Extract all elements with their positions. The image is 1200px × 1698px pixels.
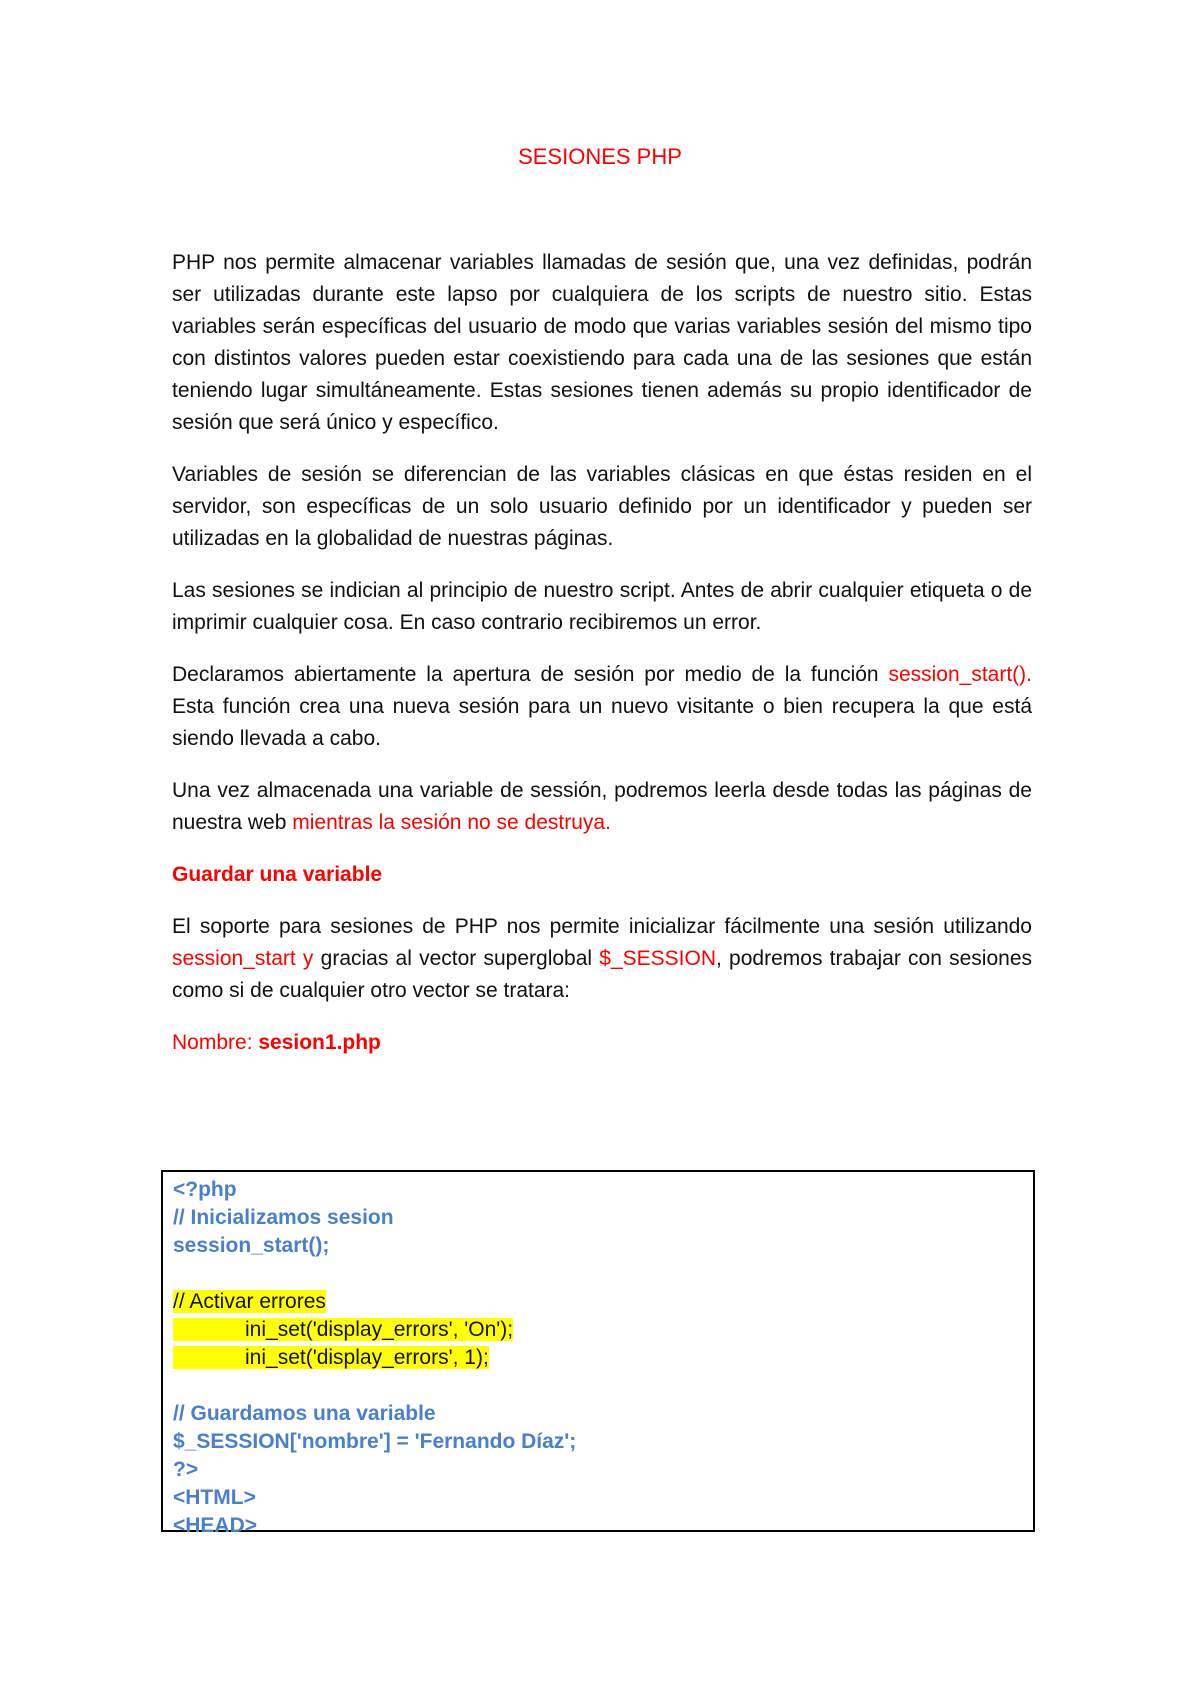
paragraph-intro: PHP nos permite almacenar variables llamadas de sesión que, una vez definidas, podrán ser utilizadas durante este lapso por cualquiera de los scripts de nuestro sitio. Estas variables serán específicas del usuario de modo que varias variables sesión del mismo tipo con distintos valores pueden estar coexistiendo para cada una de las sesiones que están teniendo lugar simultáneamente. Estas sesiones tienen además su propio identificador de sesión que será único y específico. [172, 251, 1032, 434]
session-start-function: session_start(). [888, 663, 1032, 686]
ini-set-on-text: ini_set('display_errors', 'On'); [245, 1318, 514, 1341]
document-body [172, 247, 1032, 1079]
code-line-blank [173, 1372, 1023, 1400]
code-line-ini-set-1 [173, 1344, 1023, 1372]
code-line-head-tag: <HEAD> [173, 1514, 258, 1537]
paragraph-declare [172, 659, 1032, 755]
paragraph-support-text-c: , podremos trabajar con sesiones como si de cualquier otro vector se tratara: [172, 947, 1033, 1002]
code-line-blank [173, 1260, 1023, 1288]
paragraph-support-text-b: gracias al vector superglobal [313, 947, 600, 970]
code-line-session-assign: $_SESSION['nombre'] = 'Fernando Díaz'; [173, 1430, 577, 1453]
code-block [161, 1170, 1035, 1537]
file-name-label: Nombre: [172, 1031, 259, 1054]
code-line-comment-errors [173, 1288, 1023, 1316]
code-line-comment-init: // Inicializamos sesion [173, 1206, 394, 1229]
file-name-line [172, 1027, 1032, 1059]
highlighted-comment-errors: // Activar errores [173, 1290, 326, 1313]
section-heading: Guardar una variable [172, 863, 383, 886]
file-name-value: sesion1.php [258, 1031, 381, 1054]
session-superglobal-ref: $_SESSION [599, 947, 717, 970]
code-line-php-close: ?> [173, 1458, 199, 1481]
code-line-html-tag: <HTML> [173, 1486, 256, 1509]
page-title: SESIONES PHP [518, 144, 682, 169]
paragraph-declare-text-b: Esta función crea una nueva sesión para un nuevo visitante o bien recupera la que está siendo llevada a cabo. [172, 695, 1032, 750]
paragraph-support [172, 911, 1032, 1007]
paragraph-declare-text-a: Declaramos abiertamente la apertura de sesión por medio de la función [172, 663, 889, 686]
paragraph-stored-variable [172, 775, 1032, 839]
paragraph-stored-text: Una vez almacenada una variable de sessión, podremos leerla desde todas las páginas de nuestra web [172, 779, 1032, 834]
code-line-php-open: <?php [173, 1178, 237, 1201]
highlighted-ini-set-on [173, 1318, 513, 1341]
code-line-ini-set-on [173, 1316, 1023, 1344]
paragraph-stored-warning: mientras la sesión no se destruya. [292, 811, 611, 834]
code-line-session-start: session_start(); [173, 1234, 330, 1257]
ini-set-1-text: ini_set('display_errors', 1); [245, 1346, 489, 1369]
highlighted-ini-set-1 [173, 1346, 489, 1369]
session-start-ref: session_start y [172, 947, 314, 970]
paragraph-support-text-a: El soporte para sesiones de PHP nos permite inicializar fácilmente una sesión utilizando [172, 915, 1032, 938]
paragraph-sessions-start: Las sesiones se indician al principio de nuestro script. Antes de abrir cualquier etiqueta o de imprimir cualquier cosa. En caso contrario recibiremos un error. [172, 579, 1032, 634]
code-line-comment-save: // Guardamos una variable [173, 1402, 436, 1425]
paragraph-variables: Variables de sesión se diferencian de las variables clásicas en que éstas residen en el servidor, son específicas de un solo usuario definido por un identificador y pueden ser utilizadas en la globalidad de nuestras páginas. [172, 463, 1032, 550]
